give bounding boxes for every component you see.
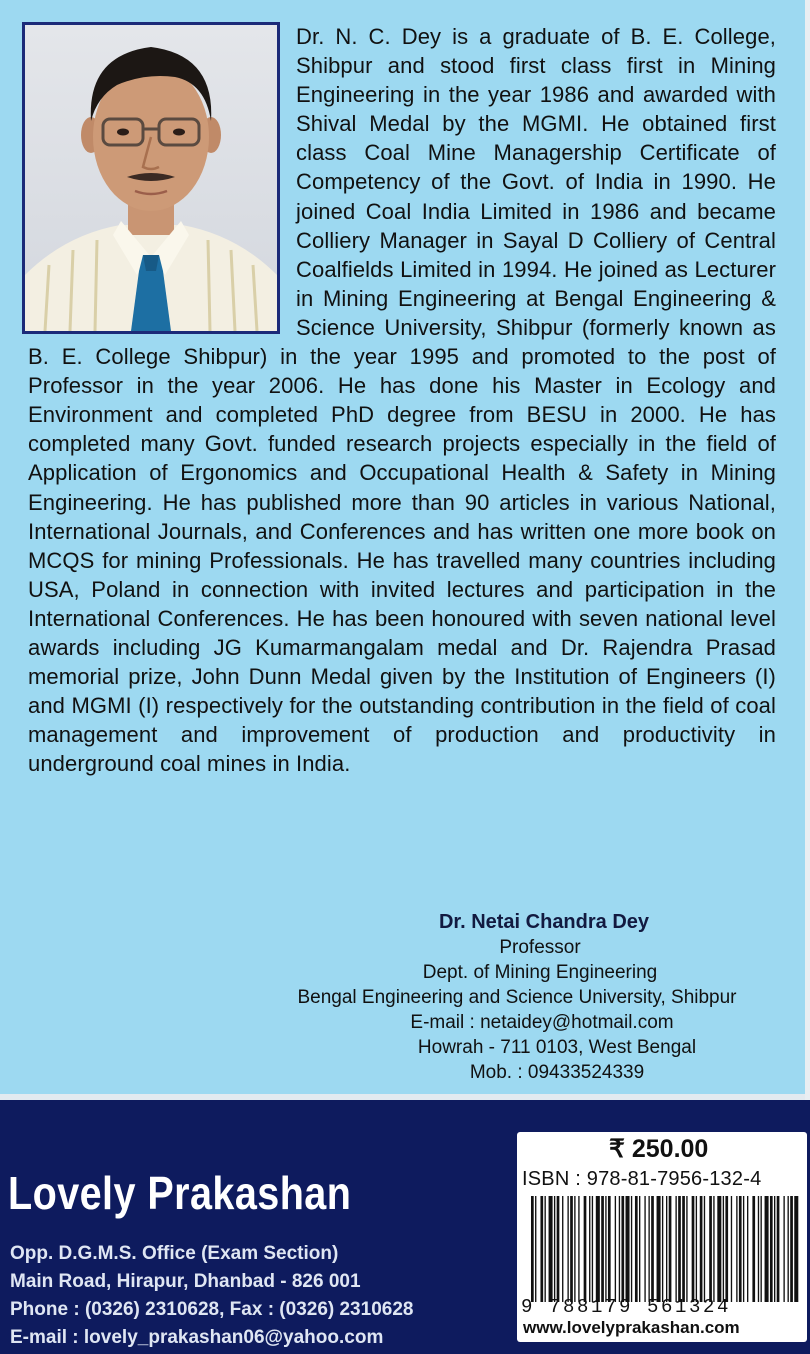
price-barcode-box (517, 1132, 807, 1342)
publisher-email: E-mail : lovely_prakashan06@yahoo.com (10, 1327, 384, 1348)
barcode-digits: 9 788179 561324 (521, 1296, 732, 1318)
biography-text: Dr. N. C. Dey is a graduate of B. E. College, Shibpur and stood first class first in Mining Engineering in the year 1986 and awarded with Shival Medal by the MGMI. He obtained first class Coal Mine Managership Certificate of Competency of the Govt. of India in 1990. He joined Coal India Limited in 1986 and became Colliery Manager in Sayal D Colliery of Central Coalfields Limited in 1994. He joined as Lecturer in Mining Engineering at Bengal Engineering & Science University, Shibpur (formerly known as B. E. College Shibpur) in the year 1995 and promoted to the post of Professor in the year 2006. He has done his Master in Ecology and Environment and completed PhD degree from BESU in 2000. He has completed many Govt. funded research projects especially in the field of Application of Ergonomics and Occupational Health & Safety in Mining Engineering. He has published more than 90 articles in various National, International Journals, and Conferences and has written one more book on MCQS for mining Professionals. He has travelled many countries including USA, Poland in connection with invited lectures and participation in the International Conferences. He has been honoured with seven national level awards including JG Kumarmangalam medal and Dr. Rajendra Prasad memorial prize, John Dunn Medal given by the Institution of Engineers (I) and MGMI (I) respectively for the outstanding contribution in the field of coal management and improvement of production and productivity in underground coal mines in India. (28, 24, 776, 777)
author-mobile: Mob. : 09433524339 (469, 1062, 645, 1083)
author-title: Professor (499, 937, 581, 958)
book-price: ₹ 250.00 (609, 1135, 709, 1163)
author-email: E-mail : netaidey@hotmail.com (410, 1012, 674, 1033)
isbn-number: ISBN : 978-81-7956-132-4 (522, 1168, 762, 1190)
author-name: Dr. Netai Chandra Dey (438, 911, 650, 933)
author-biography (28, 22, 776, 778)
photo-wrap-space (28, 22, 296, 340)
phone-fax-line: Phone : (0326) 2310628, Fax : (0326) 2310628 (10, 1299, 414, 1320)
author-address: Howrah - 711 0103, West Bengal (417, 1037, 697, 1058)
address-line: Main Road, Hirapur, Dhanbad - 826 001 (10, 1271, 361, 1292)
author-signature-block (240, 910, 800, 1085)
publisher-website: www.lovelyprakashan.com (523, 1318, 740, 1337)
author-university: Bengal Engineering and Science University, Shibpur (297, 987, 737, 1008)
publisher-address (10, 1240, 413, 1352)
address-line: Opp. D.G.M.S. Office (Exam Section) (10, 1243, 339, 1264)
barcode-icon (529, 1196, 799, 1302)
author-department: Dept. of Mining Engineering (422, 962, 658, 983)
publisher-name: Lovely Prakashan (8, 1167, 352, 1219)
